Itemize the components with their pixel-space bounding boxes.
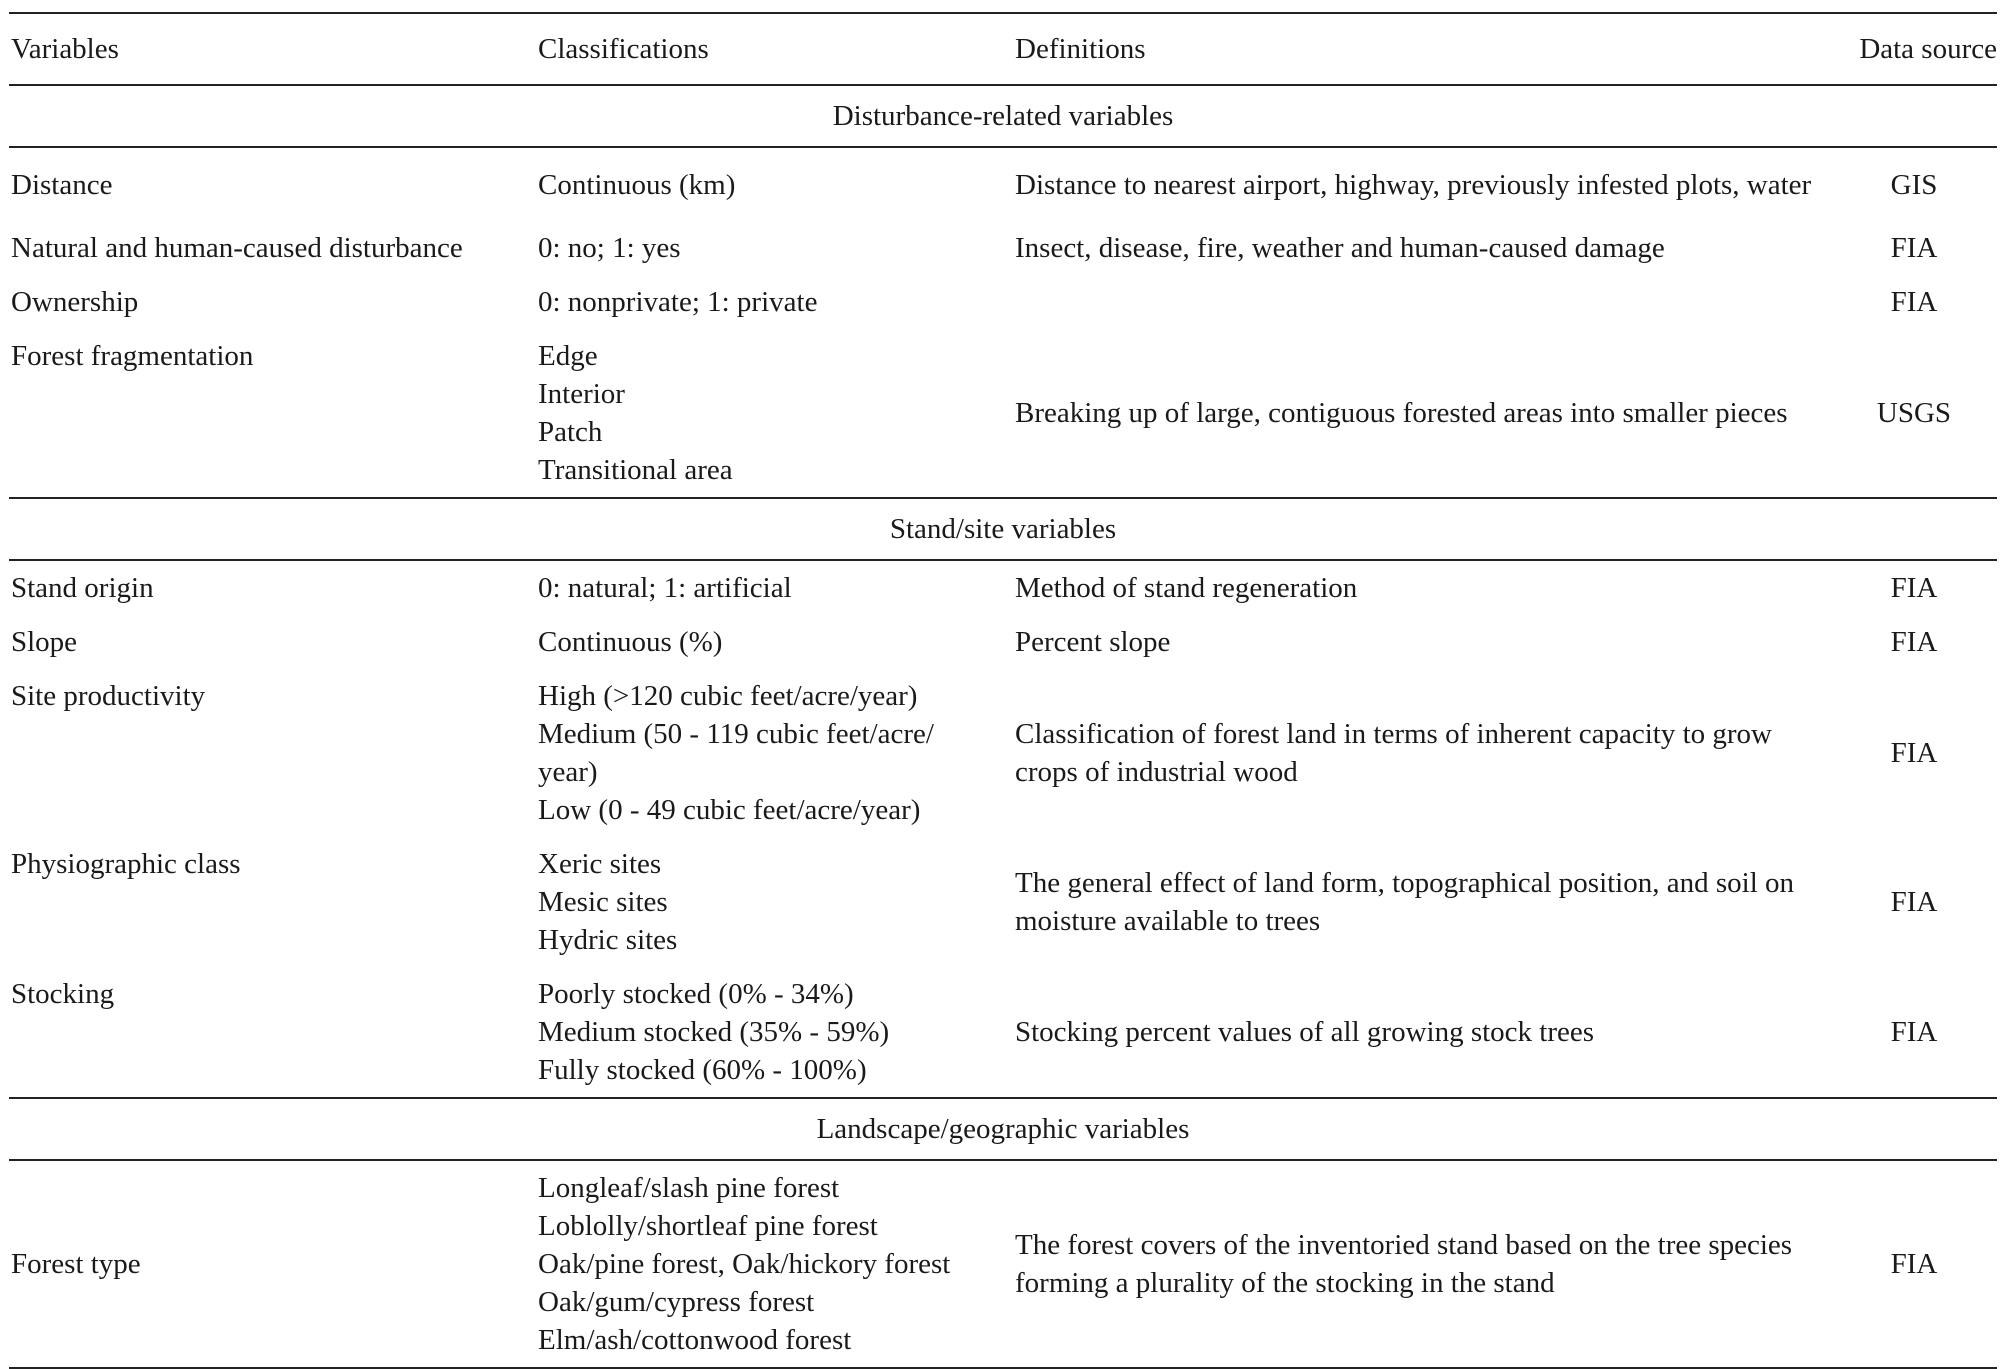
header-definitions: Definitions (1013, 13, 1831, 85)
table-body (9, 85, 1997, 1368)
classifications-cell (536, 837, 1013, 967)
classification-item: Oak/gum/cypress forest (538, 1286, 815, 1318)
classification-item: Medium stocked (35% - 59%) (538, 1016, 890, 1048)
data-source-cell: FIA (1890, 286, 1938, 318)
classification-item: High (>120 cubic feet/acre/year) (538, 680, 918, 712)
classifications-cell (536, 560, 1013, 615)
classifications-cell (536, 1160, 1013, 1368)
classification-item: Poorly stocked (0% - 34%) (538, 978, 854, 1010)
definition-cell: Method of stand regeneration (1015, 572, 1358, 604)
classifications-cell (536, 615, 1013, 669)
data-source-cell: USGS (1831, 329, 1997, 498)
definition-cell: Percent slope (1015, 626, 1171, 658)
classification-item: 0: natural; 1: artificial (538, 572, 792, 604)
classification-item: Transitional area (538, 454, 733, 486)
variable-cell: Stand origin (11, 572, 154, 604)
classification-item: Oak/pine forest, Oak/hickory forest (538, 1248, 951, 1280)
classification-item: Continuous (%) (538, 626, 723, 658)
section-title: Landscape/geographic variables (9, 1098, 1997, 1160)
classification-item: Mesic sites (538, 886, 668, 918)
data-source-cell: FIA (1890, 232, 1938, 264)
table-row (9, 560, 1997, 615)
data-source-cell: FIA (1831, 967, 1997, 1098)
variable-cell: Physiographic class (11, 848, 241, 880)
section-title: Disturbance-related variables (9, 85, 1997, 147)
header-data-source: Data source (1831, 13, 1997, 85)
classification-item: Interior (538, 378, 625, 410)
table-row (9, 147, 1997, 221)
table-row (9, 221, 1997, 275)
data-source-cell: FIA (1890, 886, 1938, 918)
variables-table (9, 12, 1997, 1369)
section-row (9, 1098, 1997, 1160)
classifications-cell (536, 147, 1013, 221)
data-source-cell: FIA (1890, 572, 1938, 604)
definition-cell (1013, 275, 1831, 329)
data-source-cell: FIA (1831, 1160, 1997, 1368)
classification-item: 0: no; 1: yes (538, 232, 681, 264)
variable-cell: Ownership (11, 286, 139, 318)
classification-item: Continuous (km) (538, 168, 736, 201)
classification-item: Low (0 - 49 cubic feet/acre/year) (538, 794, 921, 826)
data-source-cell: FIA (1890, 626, 1938, 658)
table-row (9, 967, 1997, 1098)
classification-item: Patch (538, 416, 603, 448)
classification-item: Edge (538, 340, 598, 372)
definition-cell: Distance to nearest airport, highway, previously infested plots, water (1015, 168, 1812, 201)
header-row (9, 13, 1997, 85)
section-title: Stand/site variables (9, 498, 1997, 560)
definition-cell: The general effect of land form, topographical position, and soil on moisture available to trees (1015, 867, 1795, 937)
variable-cell: Forest fragmentation (9, 329, 536, 498)
data-source-cell: FIA (1890, 737, 1938, 769)
classification-item: Elm/ash/cottonwood forest (538, 1324, 852, 1356)
classification-item: Hydric sites (538, 924, 678, 956)
section-row (9, 85, 1997, 147)
variable-cell: Slope (11, 626, 78, 658)
definition-cell: Insect, disease, fire, weather and human-caused damage (1015, 232, 1665, 264)
table-row (9, 615, 1997, 669)
table-row (9, 1160, 1997, 1368)
classifications-cell (536, 669, 1013, 837)
header-classifications: Classifications (536, 13, 1013, 85)
table-row (9, 275, 1997, 329)
data-source-cell: GIS (1890, 168, 1938, 201)
classification-item: 0: nonprivate; 1: private (538, 286, 818, 318)
classification-item: Loblolly/shortleaf pine forest (538, 1210, 878, 1242)
classifications-cell (536, 221, 1013, 275)
classification-item: Longleaf/slash pine forest (538, 1172, 840, 1204)
table-row (9, 669, 1997, 837)
classification-item: Xeric sites (538, 848, 662, 880)
variable-cell: Stocking (9, 967, 536, 1098)
variable-cell: Site productivity (11, 680, 206, 712)
classifications-cell (536, 275, 1013, 329)
definition-cell: The forest covers of the inventoried stand based on the tree species forming a plurality of the stocking in the stand (1013, 1160, 1831, 1368)
section-row (9, 498, 1997, 560)
table-row (9, 837, 1997, 967)
variable-cell: Natural and human-caused disturbance (11, 232, 463, 264)
classification-item: Medium (50 - 119 cubic feet/acre/ (538, 718, 934, 750)
classification-item: Fully stocked (60% - 100%) (538, 1054, 867, 1086)
definition-cell: Classification of forest land in terms of inherent capacity to grow crops of industrial wood (1015, 718, 1773, 788)
classifications-cell (536, 967, 1013, 1098)
classification-item: year) (538, 756, 598, 788)
variable-cell: Forest type (9, 1160, 536, 1368)
header-variables: Variables (9, 13, 536, 85)
table-row (9, 329, 1997, 498)
classifications-cell (536, 329, 1013, 498)
definition-cell: Stocking percent values of all growing stock trees (1013, 967, 1831, 1098)
definition-cell: Breaking up of large, contiguous forested areas into smaller pieces (1013, 329, 1831, 498)
variable-cell: Distance (11, 168, 113, 201)
